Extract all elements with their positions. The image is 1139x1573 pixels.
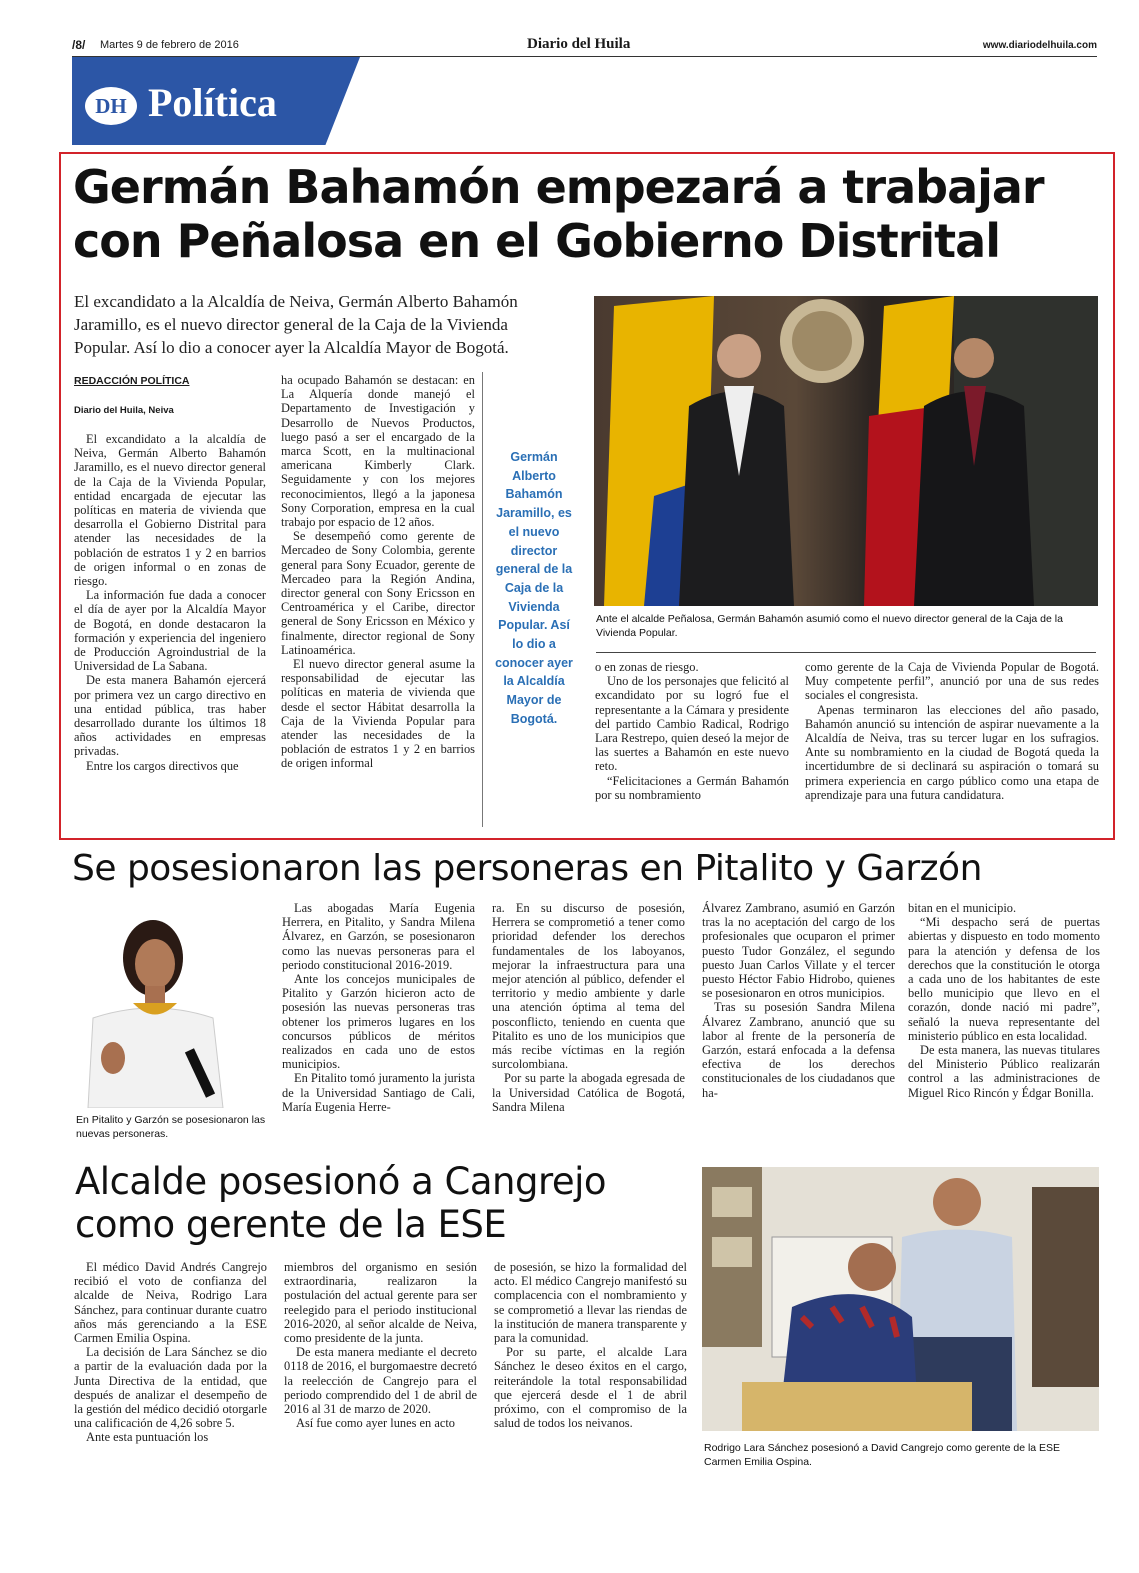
article2-column-3: Álvarez Zambrano, asumió en Garzón tras la no aceptación del cargo de los profesionales que ocuparon el primer puesto Tudor González, el segundo puesto Juan Carlos Villate y el tercer puesto Héctor Fabio Hidrobo, quienes se posesionaron en otros municipios. Tras su posesión Sandra Milena Álvarez Zambrano, anunció que su labor al frente de la personería de Garzón, estará enfocada a la defensa efectiva de los derechos constitucionales de los ciudadanos que ha- xyxy=(702,901,895,1100)
article3-column-2: miembros del organismo en sesión extraordinaria, realizaron la postulación del actual gerente para ser reelegido para el periodo institucional 2016-2020, al señor alcalde de Neiva, como presidente de la junta. De esta manera mediante el decreto 0118 de 2016, el burgomaestre decretó la reelección de Cangrejo para el periodo comprendido del 1 de abril de 2016 al 31 de marzo de 2020. Así fue como ayer lunes en acto xyxy=(284,1260,477,1431)
article1-column-2: ha ocupado Bahamón se destacan: en La Alquería donde manejó el Departamento de Investigación y Desarrollo de Nuevos Productos, luego pasó a ser el encargado de la marca Scott, en la multinacional americana Kimberly Clark. Seguidamente y con los mejores reconocimientos, llegó a la japonesa Sony Corporation, empresa en la cual trabajo por espacio de 12 años. Se desempeñó como gerente de Mercadeo de Sony Colombia, gerente general para Sony Ecuador, gerente de Mercadeo para la Región Andina, director general con Sony Ericsson en Centroamérica y el Caribe, director general de Sony Ericsson en México y finalmente, director regional de Sony Latinoamérica. El nuevo director general asume la responsabilidad de ejecutar las políticas en materia de vivienda que desde el sector Hábitat desarrolla la Caja de la Vivienda Popular para atender las necesidades de la población de estratos 1 y 2 en barrios de origen informal xyxy=(281,373,475,771)
article1-column-4: como gerente de la Caja de Vivienda Popular de Bogotá. Muy competente perfil”, anunció por una de sus redes sociales el congresista. Apenas terminaron las elecciones del año pasado, Bahamón anunció su intención de aspirar nuevamente a la Alcaldía de Neiva, tras su tercer lugar en los sufragios. Ante su nombramiento en la ciudad de Bogotá queda la incertidumbre de si declinará su aspiración o tomará su primera experiencia en cargo público como una etapa de aprendizaje para una futura candidatura. xyxy=(805,660,1099,802)
article1-lead: El excandidato a la Alcaldía de Neiva, Germán Alberto Bahamón Jaramillo, es el nuevo director general de la Caja de la Vivienda Popular. Así lo dio a conocer ayer la Alcaldía Mayor de Bogotá. xyxy=(74,292,518,357)
issue-date: Martes 9 de febrero de 2016 xyxy=(100,39,239,51)
article3-photo xyxy=(702,1167,1099,1431)
website-url: www.diariodelhuila.com xyxy=(982,40,1097,51)
article2-photo-caption: En Pitalito y Garzón se posesionaron las nuevas personeras. xyxy=(76,1114,266,1140)
article1-headline: Germán Bahamón empezará a trabajar con Peñalosa en el Gobierno Distrital xyxy=(73,160,1044,268)
section-title: Política xyxy=(148,80,277,125)
masthead xyxy=(72,38,1097,58)
article2-column-4: bitan en el municipio. “Mi despacho será de puertas abiertas y dispuesto en todo momento para la atención y defensa de los derechos que la constitución le otorga a cada uno de los habitantes de este bello municipio que llevo en el corazón, donde nació mi padre”, señaló la nueva representante del ministerio público en esta localidad. De esta manera, las nuevas titulares del Ministerio Público realizarán control a las administraciones de Miguel Rico Rincón y Édgar Bonilla. xyxy=(908,901,1100,1100)
masthead-rule xyxy=(72,56,1097,57)
article1-photo xyxy=(594,296,1098,606)
section-logo: DH xyxy=(85,87,137,125)
page-number: /8/ xyxy=(72,38,86,52)
article3-photo-caption: Rodrigo Lara Sánchez posesionó a David Cangrejo como gerente de la ESE Carmen Emilia Ospina. xyxy=(704,1442,1061,1468)
article3-column-1: El médico David Andrés Cangrejo recibió el voto de confianza del alcalde de Neiva, Rodrigo Lara Sánchez, para continuar durante cuatro años más gerenciando a la ESE Carmen Emilia Ospina. La decisión de Lara Sánchez se dio a partir de la evaluación dada por la Junta Directiva de la entidad, que después de analizar el desempeño de la gestión del médico decidió otorgarle una calificación de 4,26 sobre 5. Ante esta puntuación los xyxy=(74,1260,267,1445)
caption-rule xyxy=(596,652,1096,653)
article1-photo-caption: Ante el alcalde Peñalosa, Germán Bahamón asumió como el nuevo director general de la Caja de la Vivienda Popular. xyxy=(596,613,1063,639)
article1-column-1: El excandidato a la alcaldía de Neiva, Germán Alberto Bahamón Jaramillo, es el nuevo director general de la Caja de la Vivienda Popular, entidad encargada de ejecutar las políticas en materia de vivienda que desarrolla el Gobierno Distrital para atender las necesidades de la población de estratos 1 y 2 en barrios de origen informal o en zonas de riesgo. La información fue dada a conocer el día de ayer por la Alcaldía Mayor de Bogotá, en donde destacaron la formación y experiencia del ingeniero de Producción Agroindustrial de la Universidad de La Sabana. De esta manera Bahamón ejercerá por primera vez un cargo directivo en una entidad pública, tras haber desarrollado durante los últimos 18 años actividades en empresas privadas. Entre los cargos directivos que xyxy=(74,432,266,773)
pullquote: Germán Alberto Bahamón Jaramillo, es el nuevo director general de la Caja de la Vivienda Popular. Así lo dio a conocer ayer la Alcaldía Mayor de Bogotá. xyxy=(495,450,573,726)
byline-place: Diario del Huila, Neiva xyxy=(74,405,174,416)
article2-photo xyxy=(73,908,263,1108)
byline: REDACCIÓN POLÍTICA xyxy=(74,375,190,387)
article3-column-3: de posesión, se hizo la formalidad del acto. El médico Cangrejo manifestó su complacencia con el nombramiento y se comprometió a llevar las riendas de la institución de manera transparente y para la comunidad. Por su parte, el alcalde Lara Sánchez le deseo éxitos en el cargo, reiterándole la total responsabilidad que ejercerá desde el 1 de abril próximo, con el compromiso de la salud de todos los neivanos. xyxy=(494,1260,687,1431)
newspaper-name: Diario del Huila xyxy=(527,36,631,52)
article2-headline: Se posesionaron las personeras en Pitalito y Garzón xyxy=(72,848,982,889)
column-rule xyxy=(482,372,483,827)
article1-column-3: o en zonas de riesgo. Uno de los personajes que felicitó al excandidato por su logró fue el representante a la Cámara y presidente del partido Cambio Radical, Rodrigo Lara Restrepo, quien deseó la mejor de las suertes a Bahamón en este nuevo reto. “Felicitaciones a Germán Bahamón por su nombramiento xyxy=(595,660,789,802)
article3-headline: Alcalde posesionó a Cangrejo como gerente de la ESE xyxy=(75,1160,607,1246)
article2-column-1: Las abogadas María Eugenia Herrera, en Pitalito, y Sandra Milena Álvarez, en Garzón, se posesionaron como las nuevas personeras para el periodo constitucional 2016-2019. Ante los concejos municipales de Pitalito y Garzón hicieron acto de posesión las nuevas personeras tras obtener los primeros lugares en los concursos públicos de méritos realizados en cada uno de estos municipios. En Pitalito tomó juramento la jurista de la Universidad Santiago de Cali, María Eugenia Herre- xyxy=(282,901,475,1114)
article2-column-2: ra. En su discurso de posesión, Herrera se comprometió a tener como prioridad defender los derechos fundamentales de los laboyanos, mejorar la infraestructura para una mejor atención al público, defender el territorio y medio ambiente y darle una atención óptima al tema del posconflicto, teniendo en cuenta que Pitalito es uno de los municipios que más recibe víctimas en la región surcolombiana. Por su parte la abogada egresada de la Universidad Católica de Bogotá, Sandra Milena xyxy=(492,901,685,1114)
